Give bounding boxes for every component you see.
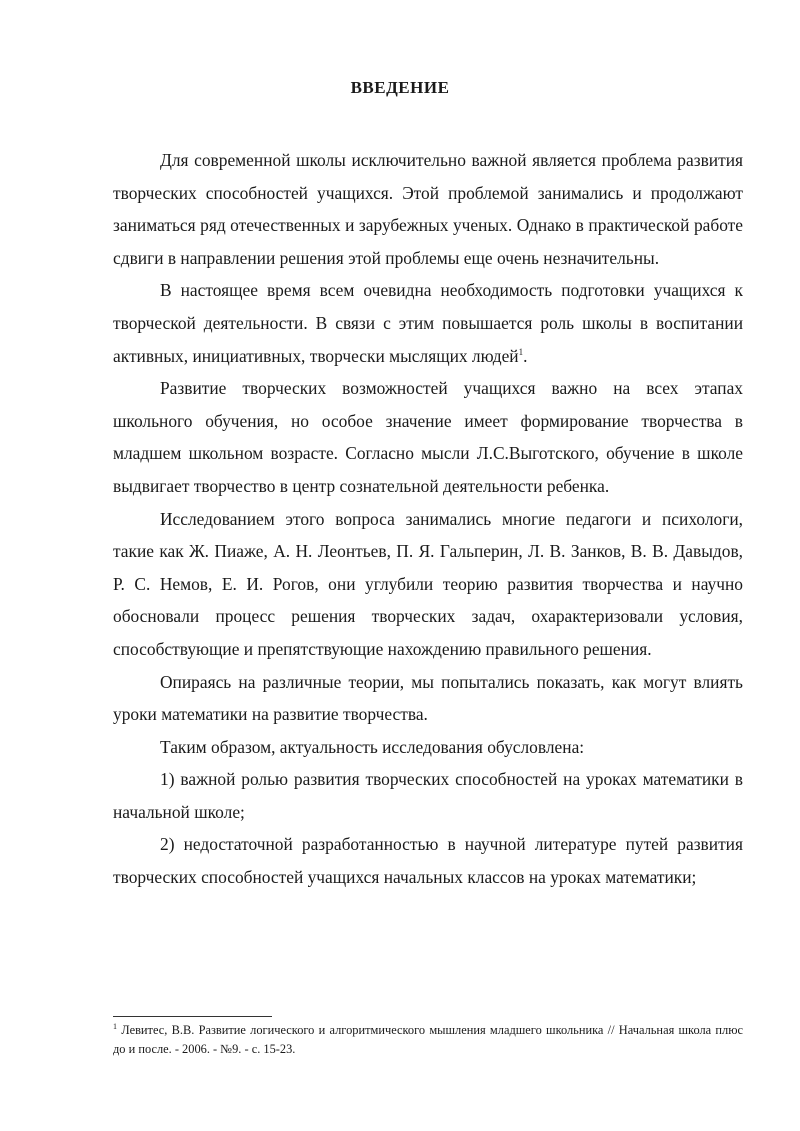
paragraph: Опираясь на различные теории, мы попытались показать, как могут влиять уроки математики на развитие творчества. (113, 671, 743, 725)
footnote-reference[interactable]: 1 (518, 346, 524, 357)
paragraph: Для современной школы исключительно важной является проблема развития творческих способностей учащихся. Этой проблемой занимались и продолжают заниматься ряд отечественных и зарубежных ученых. Однако в практической работе сдвиги в направлении решения этой проблемы еще очень незначительны. (113, 150, 743, 268)
paragraph: Развитие творческих возможностей учащихся важно на всех этапах школьного обучения, но особое значение имеет формирование творчества в младшем школьном возрасте. Согласно мысли Л.С.Выготского, обучение в школе выдвигает творчество в центр сознательной деятельности ребенка. (113, 378, 743, 496)
paragraph-with-footnote (113, 274, 743, 372)
footnote-marker: 1 (113, 1021, 117, 1031)
paragraph: Таким образом, актуальность исследования обусловлена: (160, 736, 585, 757)
footnote (113, 1021, 743, 1059)
list-item: 1) важной ролью развития творческих способностей на уроках математики в начальной школе; (113, 769, 743, 822)
paragraph-text: В настоящее время всем очевидна необходимость подготовки учащихся к творческой деятельности. В связи с этим повышается роль школы в воспитании активных, инициативных, творчески мыслящих людей (113, 280, 743, 366)
list-item: 2) недостаточной разработанностью в научной литературе путей развития творческих способностей учащихся начальных классов на уроках математики; (113, 834, 743, 888)
footnote-text: Левитес, В.В. Развитие логического и алгоритмического мышления младшего школьника // Начальная школа плюс до и после. - 2006. - №9. - с. 15-23. (113, 1023, 743, 1056)
footnote-separator (113, 1016, 272, 1017)
paragraph: Исследованием этого вопроса занимались многие педагоги и психологи, такие как Ж. Пиаже, А. Н. Леонтьев, П. Я. Гальперин, Л. В. Занков, В. В. Давыдов, Р. С. Немов, Е. И. Рогов, они углубили теорию развития творчества и научно обосновали процесс решения творческих задач, охарактеризовали условия, способствующие и препятствующие нахождению правильного решения. (113, 508, 743, 659)
page-title: ВВЕДЕНИЕ (350, 78, 450, 97)
sentence-end: . (523, 345, 528, 366)
document-body (113, 144, 743, 894)
